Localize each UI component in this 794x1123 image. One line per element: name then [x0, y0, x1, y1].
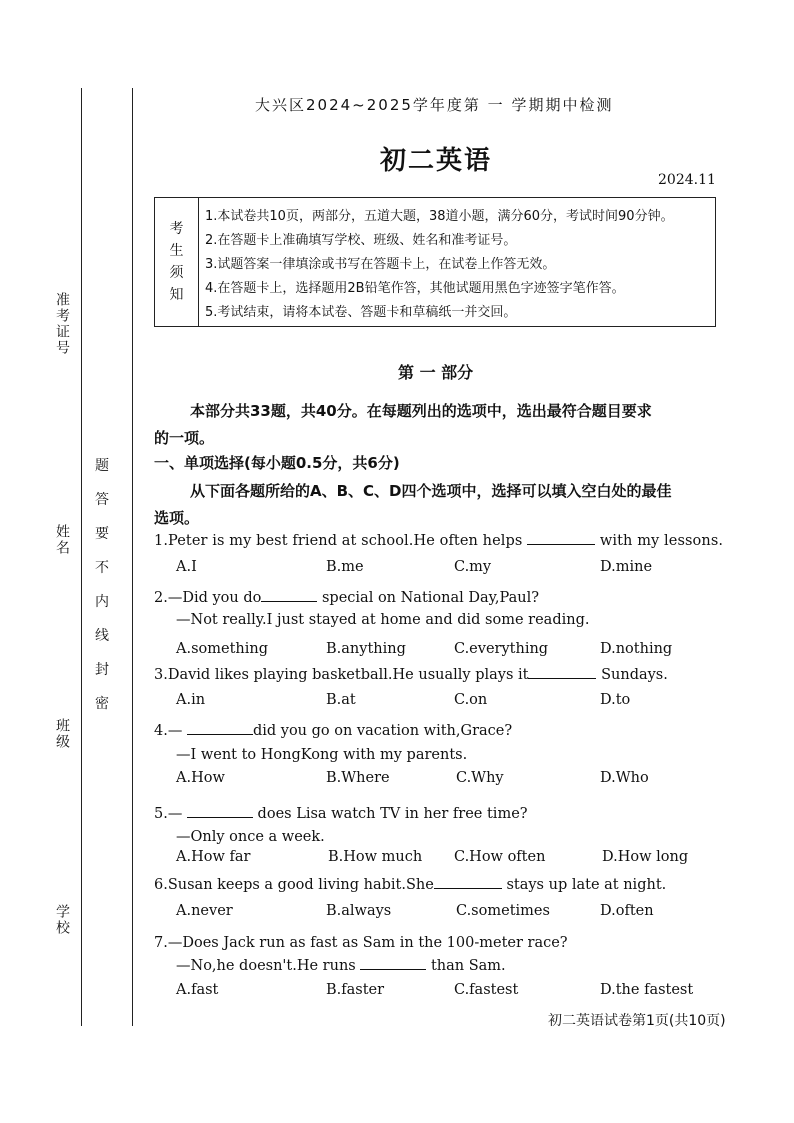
option-c: C.my: [454, 559, 492, 575]
answer-blank: [187, 805, 253, 818]
question-3: [154, 666, 668, 683]
question-5: [154, 805, 528, 822]
seal-char: 内: [95, 594, 109, 610]
question-5-reply: —Only once a week.: [176, 829, 325, 845]
section-instruction-line1: 从下面各题所给的A、B、C、D四个选项中，选择可以填入空白处的最佳: [190, 482, 672, 500]
option-b: B.me: [326, 559, 364, 575]
notice-label-char: 知: [169, 287, 184, 303]
seal-char: 答: [95, 492, 109, 508]
answer-blank: [434, 876, 502, 889]
option-a: A.never: [176, 903, 233, 919]
notice-item: 5.考试结束，请将本试卷、答题卡和草稿纸一并交回。: [205, 305, 517, 320]
option-a: A.How: [176, 770, 225, 786]
option-a: A.How far: [176, 849, 251, 865]
seal-char: 封: [95, 662, 109, 678]
exam-date: 2024.11: [658, 172, 716, 188]
part-title: 第 一 部分: [398, 363, 474, 382]
seal-char: 不: [95, 560, 109, 576]
question-text: 1.Peter is my best friend at school.He often helps: [154, 533, 528, 549]
answer-blank: [360, 957, 426, 970]
question-6: [154, 876, 666, 893]
option-b: B.anything: [326, 641, 406, 657]
option-c: C.sometimes: [456, 903, 550, 919]
option-d: D.often: [600, 903, 654, 919]
question-text: 4.—: [154, 723, 187, 739]
option-d: D.the fastest: [600, 982, 694, 998]
candidate-notice-box: [154, 197, 716, 327]
question-text: —No,he doesn't.He runs: [176, 958, 361, 974]
option-b: B.faster: [326, 982, 385, 998]
class-label: 班级: [54, 718, 70, 750]
exam-name: 大兴区2024~2025学年度第 一 学期期中检测: [255, 96, 614, 114]
option-b: B.always: [326, 903, 392, 919]
question-text: than Sam.: [426, 958, 506, 974]
question-7: [154, 935, 568, 951]
subject-title: 初二英语: [380, 146, 493, 176]
option-d: D.Who: [600, 770, 649, 786]
question-text: with my lessons.: [595, 533, 724, 549]
option-d: D.How long: [602, 849, 689, 865]
option-b: B.How much: [328, 849, 423, 865]
answer-blank: [261, 589, 317, 602]
question-4-reply: —I went to HongKong with my parents.: [176, 747, 468, 763]
question-text: does Lisa watch TV in her free time?: [252, 806, 528, 822]
question-4: [154, 722, 512, 739]
question-text: did you go on vacation with,Grace?: [252, 723, 513, 739]
seal-char: 要: [95, 526, 109, 542]
part-intro-line2: 的一项。: [154, 429, 215, 447]
question-text: special on National Day,Paul?: [317, 590, 540, 606]
option-a: A.I: [176, 559, 197, 575]
name-label: 姓名: [54, 524, 70, 556]
question-2-reply: —Not really.I just stayed at home and did some reading.: [176, 612, 590, 628]
question-text: stays up late at night.: [501, 877, 667, 893]
question-text: 6.Susan keeps a good living habit.She: [154, 877, 434, 893]
question-7-reply: [176, 957, 506, 974]
option-c: C.fastest: [454, 982, 519, 998]
option-c: C.everything: [454, 641, 549, 657]
option-a: A.fast: [176, 982, 219, 998]
question-text: 7.—Does Jack run as fast as Sam in the 100-meter race?: [154, 935, 568, 951]
option-c: C.on: [454, 692, 488, 708]
option-c: C.Why: [456, 770, 504, 786]
option-c: C.How often: [454, 849, 546, 865]
question-text: Sundays.: [596, 667, 668, 683]
seal-char: 题: [95, 458, 109, 474]
notice-label-char: 生: [169, 243, 184, 259]
notice-item: 2.在答题卡上准确填写学校、班级、姓名和准考证号。: [205, 233, 517, 248]
question-text: 5.—: [154, 806, 187, 822]
seal-char: 线: [95, 628, 109, 644]
question-1: [154, 532, 723, 549]
option-d: D.to: [600, 692, 631, 708]
option-d: D.mine: [600, 559, 653, 575]
answer-blank: [187, 722, 253, 735]
part-intro-line1: 本部分共33题，共40分。在每题列出的选项中，选出最符合题目要求: [190, 402, 652, 420]
notice-item: 1.本试卷共10页，两部分，五道大题，38道小题，满分60分，考试时间90分钟。: [205, 209, 674, 224]
option-b: B.Where: [326, 770, 390, 786]
page-footer: 初二英语试卷第1页(共10页): [548, 1013, 726, 1029]
seal-char: 密: [95, 696, 109, 712]
binding-line-inner: [132, 88, 133, 1026]
exam-id-label: 准考证号: [54, 292, 70, 356]
question-text: 3.David likes playing basketball.He usually plays it: [154, 667, 529, 683]
option-d: D.nothing: [600, 641, 673, 657]
option-a: A.in: [176, 692, 206, 708]
section-instruction-line2: 选项。: [154, 509, 200, 527]
option-b: B.at: [326, 692, 356, 708]
notice-label-char: 考: [169, 221, 184, 237]
question-2: [154, 589, 539, 606]
option-a: A.something: [176, 641, 269, 657]
notice-label: [155, 198, 199, 326]
notice-item: 4.在答题卡上，选择题用2B铅笔作答，其他试题用黑色字迹签字笔作答。: [205, 281, 625, 296]
section-title: 一、单项选择(每小题0.5分，共6分): [154, 454, 400, 472]
question-text: 2.—Did you do: [154, 590, 262, 606]
notice-item: 3.试题答案一律填涂或书写在答题卡上，在试卷上作答无效。: [205, 257, 556, 272]
answer-blank: [528, 666, 596, 679]
binding-line-outer: [81, 88, 82, 1026]
answer-blank: [527, 532, 595, 545]
school-label: 学校: [54, 904, 70, 936]
notice-label-char: 须: [169, 265, 184, 281]
notice-items: [205, 205, 674, 325]
